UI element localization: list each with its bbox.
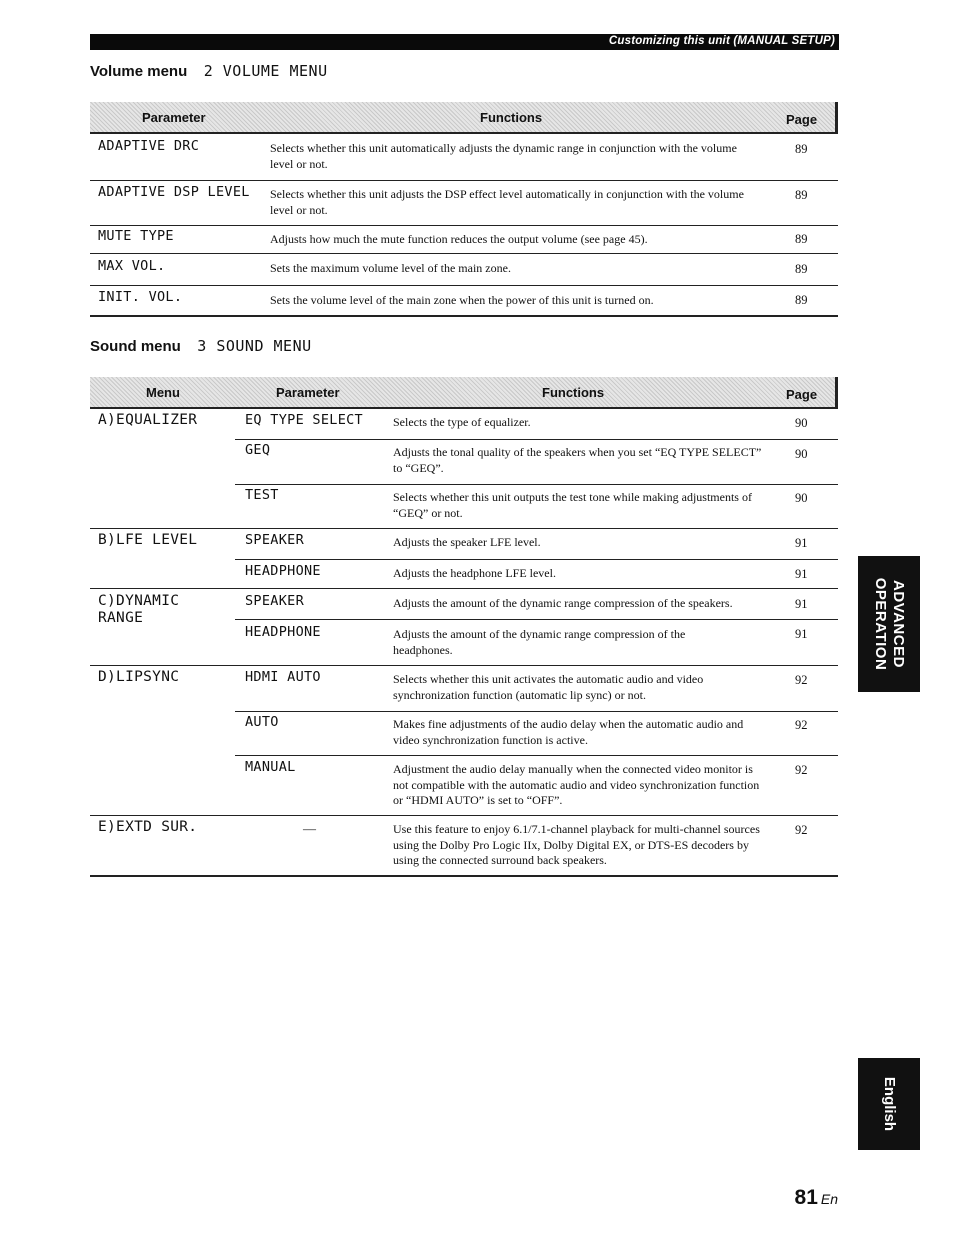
page-cell: 89 — [795, 262, 808, 276]
header-title: Customizing this unit (MANUAL SETUP) — [608, 35, 835, 47]
header-functions: Functions — [542, 385, 605, 400]
row-divider — [90, 528, 838, 529]
description-cell: Adjusts the tonal quality of the speakers when you set “EQ TYPE SELECT” to “GEQ”. — [393, 445, 762, 475]
param-cell: SPEAKER — [245, 593, 304, 609]
description-cell: Adjustment the audio delay manually when the connected video monitor is not compatible with the automatic audio and video synchronization function or “HDMI AUTO” is set to “OFF”. — [393, 762, 760, 807]
sound-table-header — [90, 377, 838, 409]
row-divider — [235, 439, 838, 440]
sound-menu-lcd: 3 SOUND MENU — [197, 337, 312, 355]
description-cell: Adjusts the speaker LFE level. — [393, 535, 541, 549]
description-cell: Use this feature to enjoy 6.1/7.1-channel playback for multi-channel sources using the Dolby Pro Logic IIx, Dolby Digital EX, or DTS-ES decoders by using the connected surround back speakers. — [393, 822, 760, 867]
page-cell: 92 — [795, 823, 808, 837]
page-cell: 91 — [795, 536, 808, 550]
page-cell: 92 — [795, 763, 808, 777]
row-divider — [90, 180, 838, 181]
description-cell: Adjusts the amount of the dynamic range compression of the headphones. — [393, 627, 686, 657]
description-cell: Adjusts the amount of the dynamic range compression of the speakers. — [393, 596, 733, 610]
header-menu: Menu — [146, 385, 180, 400]
page-cell: 89 — [795, 293, 808, 307]
header-parameter: Parameter — [142, 110, 206, 125]
menu-extd-sur: E)EXTD SUR. — [98, 819, 198, 835]
header-page: Page — [786, 387, 818, 402]
description-cell: Selects whether this unit outputs the test tone while making adjustments of “GEQ” or not. — [393, 490, 752, 520]
param-cell: SPEAKER — [245, 532, 304, 548]
page-number — [795, 1186, 838, 1210]
advanced-operation-tab[interactable] — [858, 556, 920, 692]
table-bottom-rule — [90, 875, 838, 877]
page-cell: 90 — [795, 447, 808, 461]
page-cell: 91 — [795, 597, 808, 611]
description-cell: Selects whether this unit adjusts the DSP effect level automatically in conjunction with the volume level or not. — [270, 187, 744, 217]
description-cell: Sets the volume level of the main zone when the power of this unit is turned on. — [270, 293, 654, 307]
page-cell: 90 — [795, 491, 808, 505]
sound-menu-title — [90, 337, 312, 356]
page-cell: 91 — [795, 627, 808, 641]
page-number-value: 81 — [794, 1186, 818, 1209]
row-divider — [235, 619, 838, 620]
header-functions: Functions — [480, 110, 543, 125]
row-divider — [235, 484, 838, 485]
row-divider — [90, 665, 838, 666]
row-divider — [235, 711, 838, 712]
page-lang: En — [820, 1191, 838, 1207]
param-cell: INIT. VOL. — [98, 289, 183, 305]
param-cell: — — [303, 821, 316, 836]
param-cell: HEADPHONE — [245, 624, 321, 640]
row-divider — [235, 559, 838, 560]
param-cell: TEST — [245, 487, 279, 503]
page-cell: 91 — [795, 567, 808, 581]
param-cell: ADAPTIVE DRC — [98, 138, 200, 154]
english-tab[interactable] — [858, 1058, 920, 1150]
menu-dynamic-range: C)DYNAMIC RANGE — [98, 593, 180, 626]
header-bar — [90, 34, 839, 50]
param-cell: ADAPTIVE DSP LEVEL — [98, 184, 250, 200]
description-cell: Selects whether this unit automatically adjusts the dynamic range in conjunction with the volume level or not. — [270, 141, 737, 171]
param-cell: GEQ — [245, 442, 271, 458]
param-cell: HEADPHONE — [245, 563, 321, 579]
page-cell: 92 — [795, 673, 808, 687]
description-cell: Sets the maximum volume level of the main zone. — [270, 261, 511, 275]
volume-menu-label: Volume menu — [90, 63, 188, 80]
description-cell: Selects the type of equalizer. — [393, 415, 531, 429]
menu-lipsync: D)LIPSYNC — [98, 669, 180, 685]
advanced-operation-label: ADVANCED OPERATION — [872, 577, 907, 671]
table-bottom-rule — [90, 315, 838, 317]
param-cell: AUTO — [245, 714, 279, 730]
volume-table-header — [90, 102, 838, 134]
row-divider — [90, 285, 838, 286]
param-cell: MUTE TYPE — [98, 228, 174, 244]
row-divider — [235, 755, 838, 756]
page-cell: 89 — [795, 232, 808, 246]
header-parameter: Parameter — [276, 385, 340, 400]
description-cell: Adjusts the headphone LFE level. — [393, 566, 556, 580]
row-divider — [90, 253, 838, 254]
param-cell: MANUAL — [245, 759, 296, 775]
description-cell: Selects whether this unit activates the automatic audio and video synchronization function (automatic lip sync) or not. — [393, 672, 704, 702]
menu-lfe-level: B)LFE LEVEL — [98, 532, 198, 548]
english-label: English — [881, 1076, 898, 1132]
row-divider — [90, 588, 838, 589]
volume-menu-title — [90, 62, 328, 81]
description-cell: Adjusts how much the mute function reduces the output volume (see page 45). — [270, 232, 648, 246]
param-cell: HDMI AUTO — [245, 669, 321, 685]
param-cell: MAX VOL. — [98, 258, 166, 274]
page-cell: 92 — [795, 718, 808, 732]
row-divider — [90, 225, 838, 226]
page-cell: 90 — [795, 416, 808, 430]
description-cell: Makes fine adjustments of the audio delay when the automatic audio and video synchronization function is active. — [393, 717, 744, 747]
page-cell: 89 — [795, 188, 808, 202]
row-divider — [90, 815, 838, 816]
menu-equalizer: A)EQUALIZER — [98, 412, 198, 428]
param-cell: EQ TYPE SELECT — [245, 412, 363, 428]
page-cell: 89 — [795, 142, 808, 156]
header-page: Page — [786, 112, 818, 127]
sound-menu-label: Sound menu — [90, 338, 181, 355]
volume-menu-lcd: 2 VOLUME MENU — [203, 62, 328, 80]
